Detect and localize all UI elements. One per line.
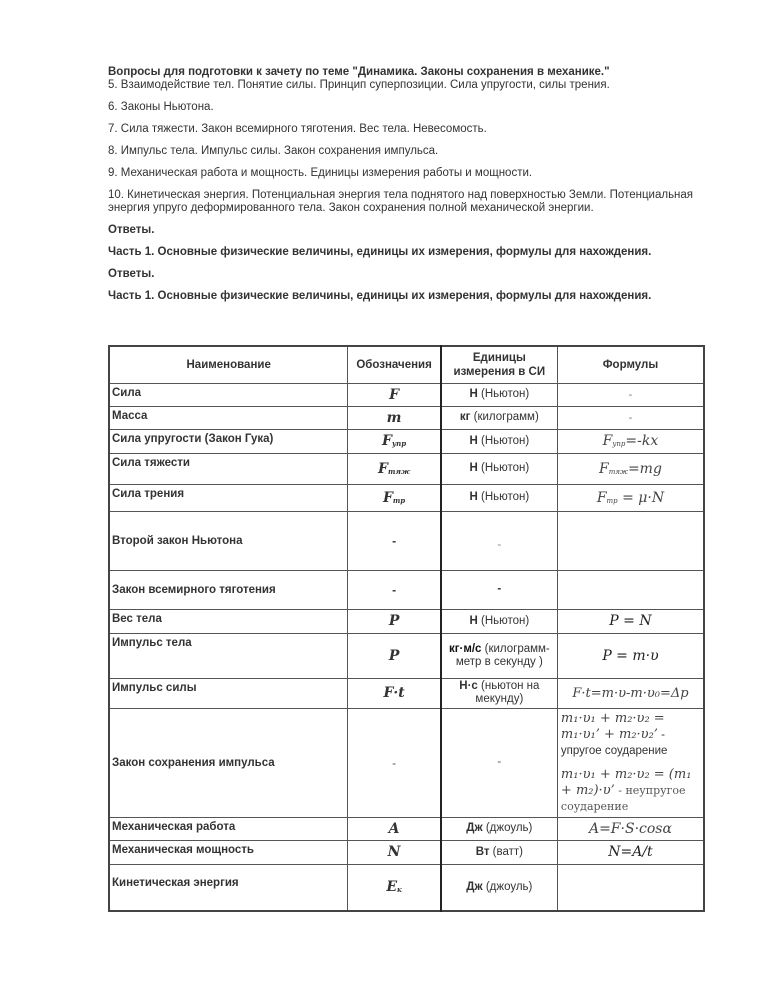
part-heading: Часть 1. Основные физические величины, единицы их измерения, формулы для нахождения. [108,290,652,302]
symbol-subscript: тр [392,495,406,505]
table-row [109,840,704,864]
row-formula [557,864,704,911]
row-symbol: m [348,406,441,429]
symbol-subscript: к [397,885,402,895]
table-row [109,406,704,429]
symbol-base: E [386,879,398,896]
row-symbol: - [348,570,441,609]
row-formula: F·t=m·υ-m·υ₀=Δp [557,678,704,708]
row-symbol: P [348,609,441,633]
unit-abbr: Н [469,462,478,474]
formula-base: F [599,460,609,477]
row-name: Второй закон Ньютона [109,511,348,570]
row-formula: - [557,383,704,406]
question-6: 6. Законы Ньютона. [108,101,214,113]
table-row [109,708,704,817]
unit-abbr: кг·м/с [448,642,482,655]
row-name: Масса [109,406,348,429]
unit-abbr: кг [459,411,471,423]
row-name: Сила [109,383,348,406]
unit-full: (ньютон на мекунду) [475,680,540,705]
formula-base: F [602,433,613,449]
formula-elastic: m₁·υ₁ + m₂·υ₂ = m₁·υ₁’ + m₂·υ₂’ [560,710,665,742]
row-formula [557,429,704,453]
formula-inelastic-note: - неупругое соударение [560,783,686,813]
row-unit [441,453,558,484]
row-symbol: N [348,840,441,864]
row-symbol: - [348,511,441,570]
table-row [109,511,704,570]
row-unit [441,864,558,911]
unit-full: (Ньютон) [477,491,530,503]
row-name: Кинетическая энергия [109,864,348,911]
row-unit [441,633,558,678]
question-8: 8. Импульс тела. Импульс силы. Закон сохранения импульса. [108,145,439,157]
row-name: Сила тяжести [109,453,348,484]
row-unit: - [441,708,558,817]
unit-abbr: Н [469,434,478,447]
table-row [109,609,704,633]
unit-full: (Ньютон) [477,614,530,627]
row-formula: A=F·S·cosα [557,817,704,840]
row-symbol [348,453,441,484]
row-formula: - [557,406,704,429]
row-unit [441,484,558,511]
unit-full: (джоуль) [482,880,533,893]
unit-full: (килограмм) [470,411,539,423]
row-formula: N=A/t [557,840,704,864]
column-header-formulas: Формулы [557,346,704,383]
table-row [109,429,704,453]
column-header-symbol: Обозначения [348,346,441,383]
table-row [109,453,704,484]
symbol-base: F [382,433,392,449]
row-formula [557,570,704,609]
formula-rest: = μ·N [617,489,665,506]
row-unit [441,678,558,708]
symbol-base: F [378,460,388,477]
formula-inelastic: m₁·υ₁ + m₂·υ₂ = (m₁ + m₂)·υ’ [560,766,692,798]
row-name: Вес тела [109,609,348,633]
answers-heading: Ответы. [108,268,155,280]
document-title: Вопросы для подготовки к зачету по теме "Динамика. Законы сохранения в механике." [108,66,610,78]
question-9: 9. Механическая работа и мощность. Единицы измерения работы и мощности. [108,167,533,179]
formula-subscript: тр [606,496,618,505]
row-unit [441,383,558,406]
row-name: Закон всемирного тяготения [109,570,348,609]
unit-full: (Ньютон) [477,388,530,400]
unit-abbr: Дж [466,880,483,893]
row-unit [441,817,558,840]
row-name: Сила упругости (Закон Гука) [109,429,348,453]
row-formula [557,511,704,570]
unit-abbr: Н [469,491,478,503]
row-symbol: P [348,633,441,678]
row-formula: P = N [557,609,704,633]
table-row [109,864,704,911]
row-name: Механическая мощность [109,840,348,864]
document-text [108,66,708,303]
column-header-name: Наименование [109,346,348,383]
row-name: Закон сохранения импульса [109,708,348,817]
unit-abbr: Н·с [459,680,478,692]
unit-full: (Ньютон) [477,434,530,447]
row-symbol [348,484,441,511]
part-heading: Часть 1. Основные физические величины, единицы их измерения, формулы для нахождения. [108,246,652,258]
row-formula: P = m·υ [557,633,704,678]
symbol-base: F [382,489,393,506]
formula-subscript: упр [612,440,626,448]
row-unit: - [441,511,558,570]
column-header-units: Единицы измерения в СИ [441,346,558,383]
row-unit [441,840,558,864]
unit-full: (Ньютон) [477,462,530,474]
symbol-subscript: тяж [387,466,411,476]
answers-heading: Ответы. [108,224,155,236]
unit-full: (килограмм-метр в секунду ) [455,642,550,668]
elastic-collision-formula [561,711,700,759]
row-symbol [348,864,441,911]
row-unit [441,406,558,429]
unit-full: (ватт) [489,845,523,858]
table-row [109,383,704,406]
row-formula [557,453,704,484]
table-row [109,678,704,708]
table-row [109,570,704,609]
formula-base: F [596,489,607,506]
row-symbol: F·t [348,678,441,708]
row-formula [557,708,704,817]
unit-abbr: Вт [475,845,490,858]
symbol-subscript: упр [391,439,407,448]
question-7: 7. Сила тяжести. Закон всемирного тяготения. Вес тела. Невесомость. [108,123,487,135]
row-symbol [348,429,441,453]
row-name: Импульс тела [109,633,348,678]
row-formula [557,484,704,511]
unit-abbr: Дж [466,822,483,834]
inelastic-collision-formula [561,767,700,815]
formula-rest: =mg [627,460,662,477]
table-header-row [109,346,704,383]
row-unit: - [441,570,558,609]
row-unit [441,609,558,633]
row-unit [441,429,558,453]
table-row [109,633,704,678]
table-row [109,484,704,511]
row-symbol: A [348,817,441,840]
row-name: Импульс силы [109,678,348,708]
unit-abbr: Н [469,388,478,400]
formula-subscript: тяж [608,467,628,476]
row-name: Механическая работа [109,817,348,840]
question-5: 5. Взаимодействие тел. Понятие силы. Принцип суперпозиции. Сила упругости, силы трения. [108,79,610,91]
row-name: Сила трения [109,484,348,511]
row-symbol: F [348,383,441,406]
formula-rest: =-kx [625,433,659,449]
formula-elastic-note: - упругое соударение [560,728,668,757]
question-10: 10. Кинетическая энергия. Потенциальная энергия тела поднятого над поверхностью Земли. Потенциальная энергия упруго деформированного тела. Закон сохранения полной механической энергии. [108,189,694,214]
unit-full: (джоуль) [482,822,533,834]
row-symbol: - [348,708,441,817]
unit-abbr: Н [469,614,478,627]
table-row [109,817,704,840]
physics-quantities-table [108,345,705,912]
